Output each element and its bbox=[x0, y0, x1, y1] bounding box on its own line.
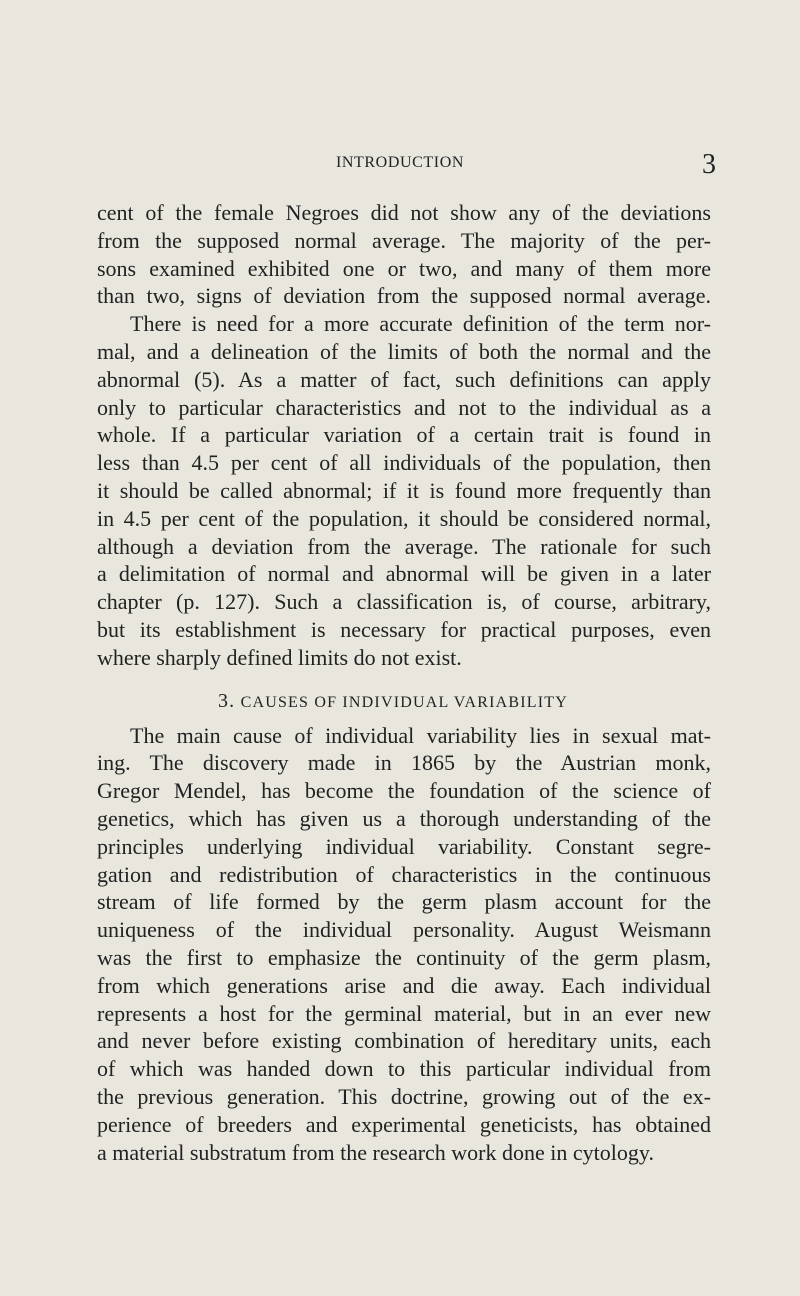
section-number: 3. bbox=[217, 689, 236, 712]
text-line: a material substratum from the research work done in cytology. bbox=[97, 1139, 654, 1165]
text-line: abnormal (5). As a matter of fact, such definitions can apply bbox=[97, 366, 711, 392]
text-line: whole. If a particular variation of a certain trait is found in bbox=[97, 422, 711, 448]
text-line: less than 4.5 per cent of all individuals of the population, then bbox=[97, 450, 711, 476]
text-line: of which was handed down to this particular individual from bbox=[97, 1056, 711, 1082]
text-line: Gregor Mendel, has become the foundation of the science of bbox=[97, 778, 711, 804]
text-line: ing. The discovery made in 1865 by the Austrian monk, bbox=[97, 750, 711, 776]
text-line: but its establishment is necessary for practical purposes, even bbox=[97, 616, 711, 642]
text-line: sons examined exhibited one or two, and many of them more bbox=[97, 255, 711, 281]
body-text bbox=[97, 199, 711, 1166]
text-line: perience of breeders and experimental geneticists, has obtained bbox=[97, 1111, 711, 1137]
text-line: a delimitation of normal and abnormal will be given in a later bbox=[97, 561, 711, 587]
text-line: from which generations arise and die away. Each individual bbox=[97, 972, 711, 998]
text-line: than two, signs of deviation from the supposed normal average. bbox=[97, 283, 711, 309]
text-line: although a deviation from the average. The rationale for such bbox=[97, 533, 711, 559]
text-line: from the supposed normal average. The majority of the per- bbox=[97, 227, 711, 253]
text-line: only to particular characteristics and not to the individual as a bbox=[97, 394, 711, 420]
paragraph-2 bbox=[97, 310, 711, 671]
page-number: 3 bbox=[702, 149, 716, 180]
text-line: There is need for a more accurate definition of the term nor- bbox=[130, 311, 711, 337]
text-line: where sharply defined limits do not exist. bbox=[97, 644, 462, 670]
text-line: mal, and a delineation of the limits of both the normal and the bbox=[97, 338, 711, 364]
paragraph-3 bbox=[97, 722, 711, 1167]
page-header bbox=[0, 150, 800, 180]
section-heading bbox=[97, 685, 711, 717]
running-head: INTRODUCTION bbox=[335, 154, 465, 171]
text-line: the previous generation. This doctrine, growing out of the ex- bbox=[97, 1083, 711, 1109]
text-line: principles underlying individual variability. Constant segre- bbox=[97, 833, 711, 859]
text-line: represents a host for the germinal material, but in an ever new bbox=[97, 1000, 711, 1026]
section-title: CAUSES OF INDIVIDUAL VARIABILITY bbox=[240, 693, 569, 711]
text-line: uniqueness of the individual personality. August Weismann bbox=[97, 917, 711, 943]
text-line: The main cause of individual variability lies in sexual mat- bbox=[130, 722, 711, 748]
text-line: stream of life formed by the germ plasm account for the bbox=[97, 889, 711, 915]
paragraph-1 bbox=[97, 199, 711, 310]
text-line: cent of the female Negroes did not show any of the deviations bbox=[97, 200, 711, 225]
text-line: was the first to emphasize the continuity of the germ plasm, bbox=[97, 944, 711, 970]
text-line: in 4.5 per cent of the population, it should be considered normal, bbox=[97, 505, 711, 531]
text-line: it should be called abnormal; if it is found more frequently than bbox=[97, 477, 711, 503]
text-line: gation and redistribution of characteristics in the continuous bbox=[97, 861, 711, 887]
text-line: genetics, which has given us a thorough understanding of the bbox=[97, 805, 711, 831]
text-line: and never before existing combination of hereditary units, each bbox=[97, 1028, 711, 1054]
text-line: chapter (p. 127). Such a classification is, of course, arbitrary, bbox=[97, 589, 711, 615]
